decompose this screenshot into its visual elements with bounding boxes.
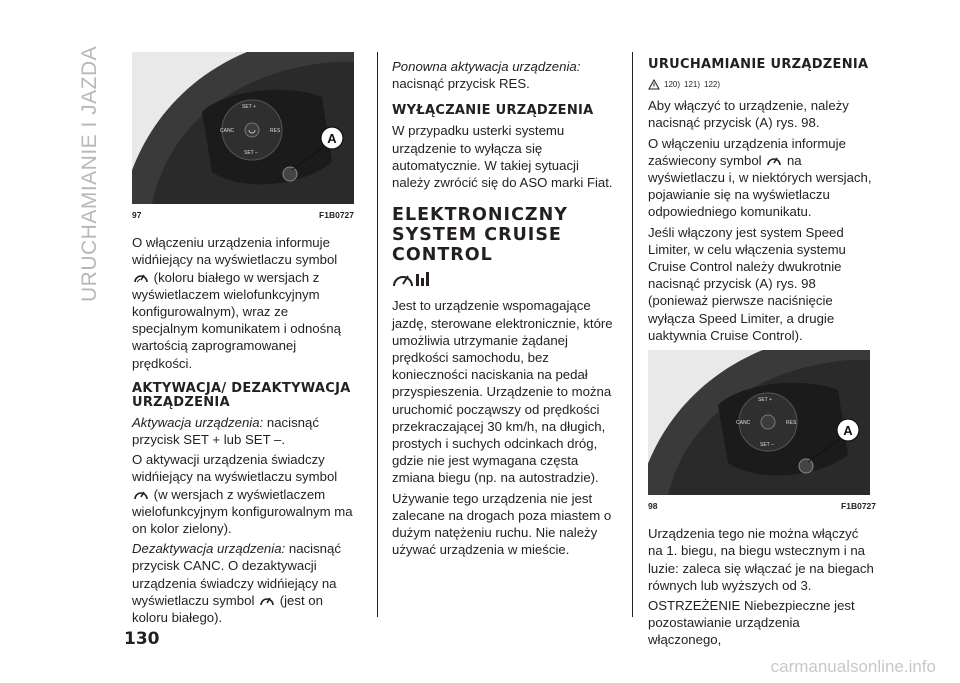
page-number: 130: [124, 629, 160, 649]
paragraph-text: Aby włączyć to urządzenie, należy nacisnąć przycisk (A) rys. 98.: [648, 98, 849, 131]
reference: 120): [664, 80, 681, 89]
column-3: [648, 52, 876, 652]
activation-label: Aktywacja urządzenia:: [132, 414, 264, 430]
steering-wheel-image: [132, 52, 354, 204]
canc-label: CANC: [220, 128, 235, 134]
figure-number: 97: [132, 210, 142, 220]
reference: 122): [704, 80, 721, 89]
warning-references: [648, 76, 876, 93]
column-divider: [632, 52, 633, 617]
watermark: carmanualsonline.info: [770, 657, 936, 676]
paragraph-text: O włączeniu urządzenia informuje widńiejący na wyświetlaczu symbol: [132, 235, 338, 268]
section-title-vertical: [78, 45, 108, 302]
paragraph-text: O aktywacji urządzenia świadczy widńiejący na wyświetlaczu symbol: [132, 452, 338, 485]
set-plus-label: SET +: [242, 104, 256, 110]
callout-a: A: [327, 131, 337, 146]
cruise-control-icon: [258, 594, 276, 608]
paragraph-text: Używanie tego urządzenia nie jest zalecane na drogach poza miastem o dużym natężeniu ruchu. Nie należy używać urządzenia w mieście.: [392, 490, 612, 558]
paragraph-text: W przypadku usterki systemu urządzenie to wyłącza się automatycznie. W takiej sytuacji należy zwrócić się do ASO marki Fiat.: [392, 123, 613, 191]
cruise-control-icon: [132, 271, 150, 285]
section-heading: WYŁĄCZANIE URZĄDZENIA: [392, 103, 594, 119]
reactivation-label: Ponowna aktywacja urządzenia:: [392, 59, 581, 74]
cruise-control-symbol: [392, 271, 620, 293]
column-1: [132, 52, 354, 629]
paragraph-text: Jest to urządzenie wspomagające jazdę, sterowane elektronicznie, które umożliwia utrzymanie żądanej prędkości samochodu, bez konieczności naciskania na pedał przyspieszenia. Urządzenie to można uruchomić począwszy od prędkości przekraczającej 30 km/h, na długich, prostych i suchych odcinkach dróg, gdzie nie jest wymagana częsta zmiana biegu (np. na autostradzie).: [392, 298, 613, 486]
deactivation-label: Dezaktywacja urządzenia:: [132, 541, 286, 557]
figure-number: 98: [648, 501, 658, 512]
warning-triangle-icon: [648, 79, 660, 90]
canc-label: CANC: [736, 420, 751, 427]
figure-98: [648, 350, 876, 515]
reactivation-text: nacisnąć przycisk RES.: [392, 76, 530, 92]
section-title: URUCHAMIANIE I JAZDA: [78, 45, 101, 302]
paragraph-text: Urządzenia tego nie można włączyć na 1. biegu, na biegu wstecznym i na luzie: zaleca się włączać je na biegach równych lub wyższych od 3.: [648, 526, 874, 593]
set-minus-label: SET –: [760, 442, 774, 449]
column-2: [392, 52, 620, 561]
callout-a: A: [843, 423, 853, 439]
paragraph-text: Jeśli włączony jest system Speed Limiter, w celu włączenia systemu Cruise Control należy dwukrotnie nacisnąć przycisk (A) rys. 98 (ponieważ pierwsze naciśnięcie wyłącza Speed Limiter, a drugie uaktywnia Cruise Control).: [648, 224, 846, 343]
cruise-control-icon: [392, 271, 432, 289]
cruise-control-icon: [132, 488, 150, 502]
figure-code: F1B0727: [319, 210, 354, 220]
paragraph-text: (w wersjach z wyświetlaczem wielofunkcyjnym konfigurowalnym ma on kolor zielony).: [132, 486, 353, 537]
activation-text: nacisnąć przycisk SET + lub SET –.: [132, 414, 319, 448]
cruise-control-icon: [765, 154, 783, 168]
set-plus-label: SET +: [758, 397, 772, 404]
section-heading: AKTYWACJA/ DEZAKTYWACJA URZĄDZENIA: [132, 380, 351, 410]
deactivation-text: nacisnąć przycisk CANC. O dezaktywacji urządzenia świadczy widńiejący na wyświetlaczu symbol: [132, 541, 341, 608]
section-heading: URUCHAMIANIE URZĄDZENIA: [648, 57, 869, 72]
reference: 121): [684, 80, 701, 89]
steering-wheel-image: [648, 350, 870, 495]
paragraph-text: (koloru białego w wersjach z wyświetlaczem wielofunkcyjnym konfigurowalnym), wraz ze specjalnym komunikatem i odnośną wartością zaprogramowanej prędkości.: [132, 269, 341, 371]
deactivation-tail: (jest on koloru białego).: [132, 592, 323, 626]
section-heading-large: ELEKTRONICZNY SYSTEM CRUISE CONTROL: [392, 205, 568, 266]
paragraph-text: OSTRZEŻENIE Niebezpieczne jest pozostawianie urządzenia włączonego,: [648, 598, 855, 648]
set-minus-label: SET –: [244, 150, 258, 156]
paragraph-text: na wyświetlaczu i, w niektórych wersjach, pojawianie się na wyświetlaczu odpowiedniego komunikatu.: [648, 152, 872, 220]
res-label: RES: [786, 420, 797, 427]
figure-97: [132, 52, 354, 224]
paragraph-text: O włączeniu urządzenia informuje zaświecony symbol: [648, 135, 846, 168]
figure-code: F1B0727: [841, 501, 876, 512]
column-divider: [377, 52, 378, 617]
res-label: RES: [270, 128, 281, 134]
